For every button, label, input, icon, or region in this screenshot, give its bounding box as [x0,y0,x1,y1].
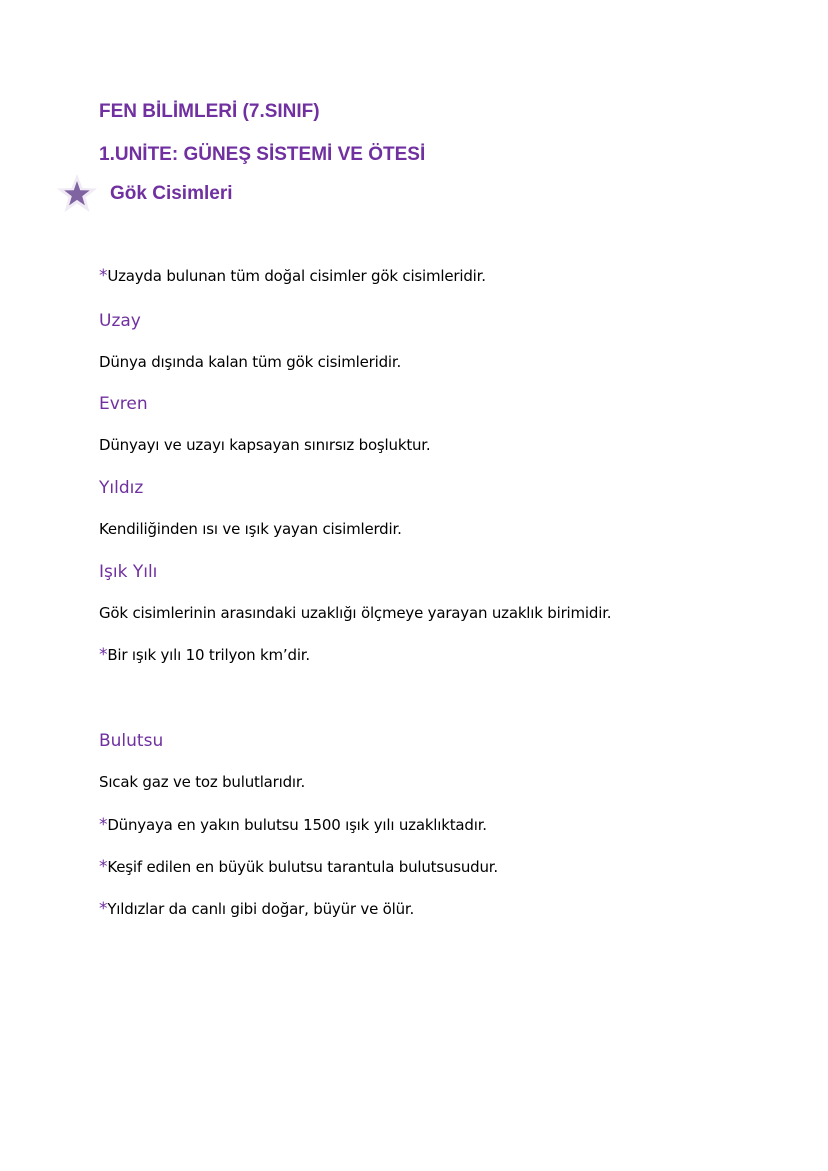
intro-line [99,266,486,286]
nebula-note [99,899,414,919]
asterisk-mark: * [99,815,108,835]
term-evren: Evren [99,394,148,414]
asterisk-mark: * [99,857,108,877]
term-bulutsu: Bulutsu [99,731,164,751]
definition-yildiz: Kendiliğinden ısı ve ışık yayan cisimlerdir. [99,520,402,538]
definition-isik-yili: Gök cisimlerinin arasındaki uzaklığı ölçmeye yarayan uzaklık birimidir. [99,604,612,622]
definition-evren: Dünyayı ve uzayı kapsayan sınırsız boşluktur. [99,436,431,454]
subject-title: FEN BİLİMLERİ (7.SINIF) [99,101,320,122]
term-yildiz: Yıldız [99,478,144,498]
note-text: Keşif edilen en büyük bulutsu tarantula bulutsusudur. [107,858,498,876]
unit-title: 1.UNİTE: GÜNEŞ SİSTEMİ VE ÖTESİ [99,144,426,165]
star-icon [56,173,98,215]
definition-bulutsu: Sıcak gaz ve toz bulutlarıdır. [99,773,306,791]
term-isik-yili: Işık Yılı [99,562,158,582]
note-text: Yıldızlar da canlı gibi doğar, büyür ve ölür. [107,900,415,918]
topic-header [56,170,233,218]
nebula-note [99,815,487,835]
topic-title: Gök Cisimleri [110,183,233,204]
definition-uzay: Dünya dışında kalan tüm gök cisimleridir. [99,353,402,371]
asterisk-mark: * [99,266,108,286]
term-uzay: Uzay [99,311,141,331]
note-text: Bir ışık yılı 10 trilyon km’dir. [107,646,310,664]
nebula-note [99,857,498,877]
asterisk-mark: * [99,899,108,919]
light-year-note [99,645,310,665]
asterisk-mark: * [99,645,108,665]
note-text: Dünyaya en yakın bulutsu 1500 ışık yılı uzaklıktadır. [107,816,487,834]
intro-text: Uzayda bulunan tüm doğal cisimler gök cisimleridir. [107,267,486,285]
